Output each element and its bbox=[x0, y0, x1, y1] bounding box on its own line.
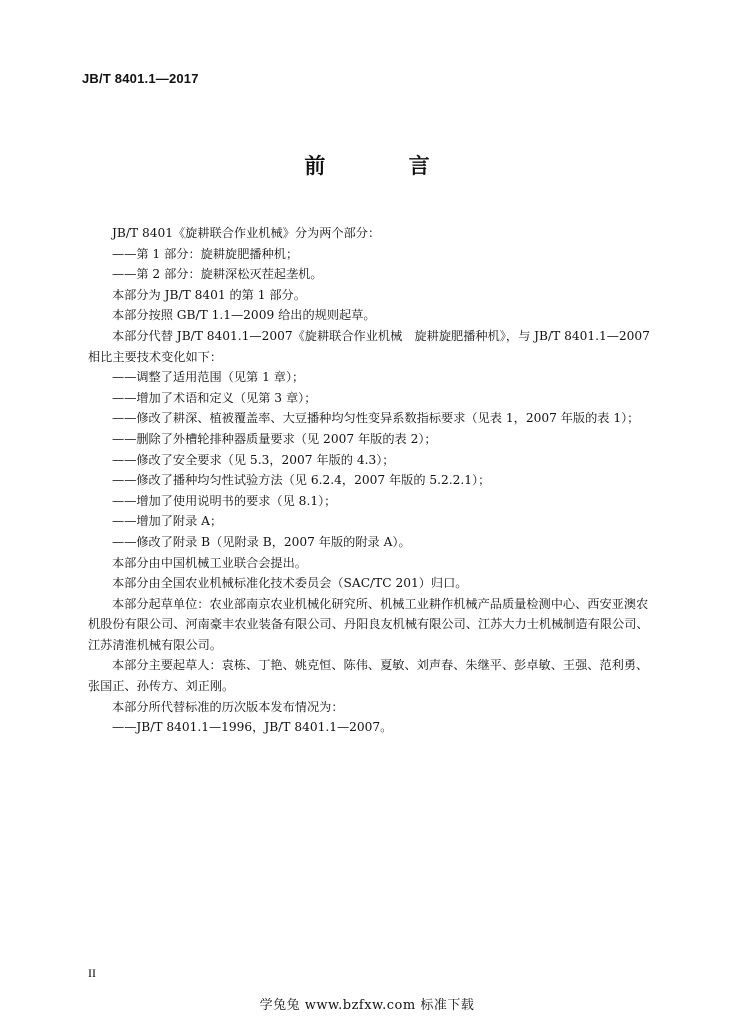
paragraph: 本部分由全国农业机械标准化技术委员会（SAC/TC 201）归口。 bbox=[112, 576, 468, 591]
foreword-body bbox=[88, 223, 660, 738]
list-item: ——增加了使用说明书的要求（见 8.1）； bbox=[112, 493, 337, 508]
list-item: ——修改了耕深、植被覆盖率、大豆播种均匀性变异系数指标要求（见表 1，2007 年版的表 1）； bbox=[112, 411, 640, 426]
list-item: ——增加了附录 A； bbox=[112, 514, 223, 529]
paragraph: JB/T 8401《旋耕联合作业机械》分为两个部分： bbox=[112, 226, 381, 240]
list-item: ——删除了外槽轮排种器质量要求（见 2007 年版的表 2）； bbox=[112, 431, 437, 446]
page-number: II bbox=[88, 966, 96, 980]
list-item: ——修改了附录 B（见附录 B，2007 年版的附录 A）。 bbox=[112, 534, 411, 549]
paragraph: 本部分由中国机械工业联合会提出。 bbox=[112, 555, 307, 570]
list-item: ——JB/T 8401.1—1996，JB/T 8401.1—2007。 bbox=[112, 720, 393, 735]
paragraph: 本部分起草单位：农业部南京农业机械化研究所、机械工业耕作机械产品质量检测中心、西安亚澳农机股份有限公司、河南豪丰农业装备有限公司、丹阳良友机械有限公司、江苏大力士机械制造有限公司、江苏清淮机械有限公司。 bbox=[88, 596, 649, 652]
list-item: ——调整了适用范围（见第 1 章）； bbox=[112, 370, 305, 385]
paragraph: 本部分为 JB/T 8401 的第 1 部分。 bbox=[112, 287, 306, 302]
paragraph: ——第 2 部分：旋耕深松灭茬起垄机。 bbox=[112, 267, 323, 282]
list-item: ——增加了术语和定义（见第 3 章）； bbox=[112, 390, 317, 405]
paragraph: ——第 1 部分：旋耕旋肥播种机； bbox=[112, 246, 299, 261]
page-title: 前 言 bbox=[304, 154, 468, 178]
list-item: ——修改了安全要求（见 5.3，2007 年版的 4.3）； bbox=[112, 452, 395, 467]
paragraph: 本部分主要起草人：袁栋、丁艳、姚克恒、陈伟、夏敏、刘声春、朱继平、彭卓敏、王强、范利勇、张国正、孙传方、刘正刚。 bbox=[88, 658, 649, 694]
list-item: ——修改了播种均匀性试验方法（见 6.2.4，2007 年版的 5.2.2.1）； bbox=[112, 473, 491, 488]
document-code: JB/T 8401.1—2017 bbox=[82, 71, 199, 86]
watermark-footer: 学兔兔 www.bzfxw.com 标准下载 bbox=[259, 998, 475, 1013]
paragraph: 本部分所代替标准的历次版本发布情况为： bbox=[112, 699, 344, 714]
paragraph: 本部分按照 GB/T 1.1—2009 给出的规则起草。 bbox=[112, 308, 376, 323]
paragraph: 本部分代替 JB/T 8401.1—2007《旋耕联合作业机械 旋耕旋肥播种机》，与 JB/T 8401.1—2007 相比主要技术变化如下： bbox=[88, 328, 650, 364]
